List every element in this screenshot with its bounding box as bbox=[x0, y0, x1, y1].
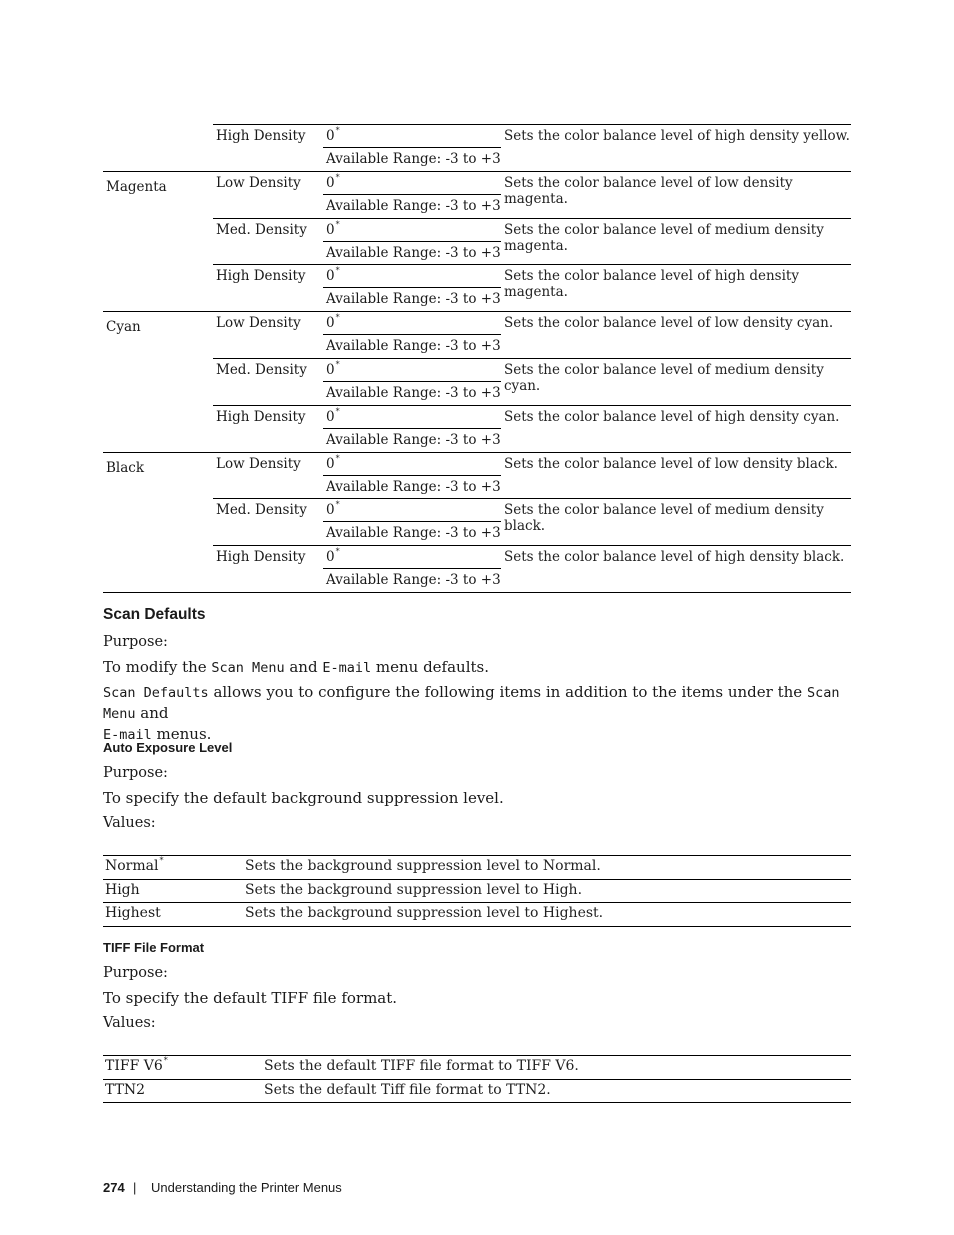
section-title-scan-defaults: Scan Defaults bbox=[103, 606, 206, 623]
setting-description: Sets the color balance level of medium density magenta. bbox=[504, 221, 824, 254]
setting-description: Sets the color balance level of low density black. bbox=[504, 455, 838, 472]
range-text: Available Range: -3 to +3 bbox=[326, 385, 501, 401]
table-row bbox=[103, 545, 851, 592]
default-marker: * bbox=[159, 856, 164, 865]
color-group-label: Cyan bbox=[106, 319, 141, 336]
subsection-title-auto-exposure: Auto Exposure Level bbox=[103, 740, 233, 755]
table-row bbox=[103, 498, 851, 545]
value-name-text: High bbox=[105, 881, 140, 898]
default-marker: * bbox=[335, 126, 340, 135]
default-marker: * bbox=[335, 547, 340, 557]
density-label: High Density bbox=[216, 408, 306, 425]
code-scan-defaults: Scan Defaults bbox=[103, 685, 209, 701]
value-name-text: TTN2 bbox=[105, 1081, 146, 1098]
default-value bbox=[326, 219, 340, 238]
table-row bbox=[103, 124, 851, 171]
density-label: Med. Density bbox=[216, 362, 307, 378]
table-row bbox=[103, 218, 851, 265]
value-text: 0 bbox=[326, 174, 335, 191]
value-description: Sets the default Tiff file format to TTN2. bbox=[264, 1081, 551, 1098]
default-value bbox=[326, 453, 340, 472]
value-text: 0 bbox=[326, 362, 335, 378]
value-row bbox=[103, 902, 851, 925]
default-marker: * bbox=[335, 406, 340, 416]
row-rule bbox=[103, 1102, 851, 1103]
text-run: allows you to configure the following items in addition to the items under the bbox=[208, 683, 807, 701]
value-name bbox=[105, 858, 163, 874]
value-description: Sets the background suppression level to High. bbox=[245, 881, 583, 898]
code-email: E-mail bbox=[103, 727, 152, 743]
cell-rule bbox=[323, 475, 501, 476]
value-row bbox=[103, 1079, 851, 1102]
default-value bbox=[326, 549, 340, 565]
density-label: Med. Density bbox=[216, 221, 307, 238]
value-name bbox=[105, 882, 140, 898]
default-marker: * bbox=[335, 313, 340, 323]
cell-rule bbox=[323, 147, 501, 148]
value-description: Sets the default TIFF file format to TIFF V6. bbox=[264, 1058, 579, 1074]
table-row bbox=[103, 358, 851, 405]
default-value bbox=[326, 362, 340, 378]
auto-exposure-purpose: To specify the default background suppression level. bbox=[103, 789, 504, 807]
text-run: menu defaults. bbox=[371, 658, 489, 676]
footer-separator: | bbox=[133, 1180, 137, 1195]
default-value bbox=[326, 172, 340, 191]
scan-defaults-description bbox=[103, 682, 853, 745]
value-name-text: TIFF V6 bbox=[105, 1058, 163, 1074]
density-label: Low Density bbox=[216, 315, 301, 332]
range-text: Available Range: -3 to +3 bbox=[326, 431, 501, 448]
value-name bbox=[105, 905, 161, 921]
value-text: 0 bbox=[326, 408, 335, 425]
density-label: Low Density bbox=[216, 455, 301, 472]
values-label: Values: bbox=[103, 815, 156, 831]
range-text: Available Range: -3 to +3 bbox=[326, 291, 501, 308]
default-value bbox=[326, 406, 340, 425]
density-label: High Density bbox=[216, 268, 306, 285]
setting-description: Sets the color balance level of medium density black. bbox=[504, 502, 824, 535]
default-marker: * bbox=[335, 500, 340, 510]
setting-description: Sets the color balance level of high density black. bbox=[504, 549, 845, 566]
default-marker: * bbox=[163, 1056, 168, 1065]
default-marker: * bbox=[335, 219, 340, 229]
value-description: Sets the background suppression level to Highest. bbox=[245, 905, 604, 921]
value-name-text: Highest bbox=[105, 905, 161, 921]
default-value bbox=[326, 502, 340, 518]
cell-rule bbox=[323, 194, 501, 195]
setting-description: Sets the color balance level of medium density cyan. bbox=[504, 362, 824, 394]
range-text: Available Range: -3 to +3 bbox=[326, 478, 501, 495]
color-group-label: Magenta bbox=[106, 178, 167, 195]
value-name-text: Normal bbox=[105, 858, 159, 874]
range-text: Available Range: -3 to +3 bbox=[326, 338, 501, 355]
scan-defaults-purpose bbox=[103, 657, 489, 678]
value-row bbox=[103, 1055, 851, 1078]
table-row bbox=[103, 405, 851, 452]
range-text: Available Range: -3 to +3 bbox=[326, 244, 501, 261]
value-text: 0 bbox=[326, 268, 335, 285]
color-group-label: Black bbox=[106, 459, 145, 476]
range-text: Available Range: -3 to +3 bbox=[326, 197, 501, 214]
table-row bbox=[103, 171, 851, 218]
default-value bbox=[326, 268, 340, 284]
default-value bbox=[326, 315, 340, 331]
value-row bbox=[103, 879, 851, 902]
row-rule bbox=[103, 592, 851, 593]
value-text: 0 bbox=[326, 221, 335, 238]
value-description: Sets the background suppression level to Normal. bbox=[245, 858, 601, 874]
row-rule bbox=[103, 926, 851, 927]
table-row bbox=[103, 452, 851, 499]
text-run: and bbox=[135, 704, 169, 722]
cell-rule bbox=[323, 428, 501, 429]
value-row bbox=[103, 855, 851, 878]
text-run: To modify the bbox=[103, 658, 212, 676]
setting-description: Sets the color balance level of high density yellow. bbox=[504, 128, 850, 144]
purpose-label: Purpose: bbox=[103, 965, 168, 981]
default-marker: * bbox=[335, 172, 340, 182]
cell-rule bbox=[323, 568, 501, 569]
text-run: menus. bbox=[151, 725, 212, 743]
code-scan-menu: Scan Menu bbox=[211, 660, 285, 676]
setting-description: Sets the color balance level of high density magenta. bbox=[504, 268, 799, 301]
value-text: 0 bbox=[326, 315, 335, 332]
code-email: E-mail bbox=[322, 660, 372, 676]
table-row bbox=[103, 311, 851, 358]
code-scan-menu: Scan Menu bbox=[103, 685, 840, 722]
page-footer bbox=[103, 1180, 342, 1195]
default-marker: * bbox=[335, 453, 340, 463]
setting-description: Sets the color balance level of low density magenta. bbox=[504, 174, 793, 207]
value-name bbox=[105, 1082, 145, 1098]
density-label: High Density bbox=[216, 128, 306, 144]
value-text: 0 bbox=[326, 455, 335, 472]
cell-rule bbox=[323, 241, 501, 242]
value-text: 0 bbox=[326, 502, 335, 519]
purpose-label: Purpose: bbox=[103, 634, 168, 650]
values-label: Values: bbox=[103, 1015, 156, 1031]
density-label: High Density bbox=[216, 549, 306, 566]
value-text: 0 bbox=[326, 128, 335, 144]
table-row bbox=[103, 264, 851, 311]
value-name bbox=[105, 1058, 168, 1074]
tiff-format-purpose: To specify the default TIFF file format. bbox=[103, 989, 398, 1007]
setting-description: Sets the color balance level of high density cyan. bbox=[504, 408, 840, 425]
page-number: 274 bbox=[103, 1180, 125, 1195]
range-text: Available Range: -3 to +3 bbox=[326, 572, 501, 589]
cell-rule bbox=[323, 287, 501, 288]
cell-rule bbox=[323, 381, 501, 382]
footer-title: Understanding the Printer Menus bbox=[151, 1180, 342, 1195]
density-label: Low Density bbox=[216, 174, 301, 191]
value-text: 0 bbox=[326, 549, 335, 566]
cell-rule bbox=[323, 521, 501, 522]
default-marker: * bbox=[335, 360, 340, 369]
setting-description: Sets the color balance level of low density cyan. bbox=[504, 315, 834, 332]
text-run: and bbox=[284, 658, 323, 676]
purpose-label: Purpose: bbox=[103, 765, 168, 781]
range-text: Available Range: -3 to +3 bbox=[326, 525, 501, 542]
default-value bbox=[326, 128, 340, 144]
range-text: Available Range: -3 to +3 bbox=[326, 151, 501, 167]
subsection-title-tiff-format: TIFF File Format bbox=[103, 940, 205, 955]
default-marker: * bbox=[335, 266, 340, 276]
density-label: Med. Density bbox=[216, 502, 307, 519]
cell-rule bbox=[323, 334, 501, 335]
